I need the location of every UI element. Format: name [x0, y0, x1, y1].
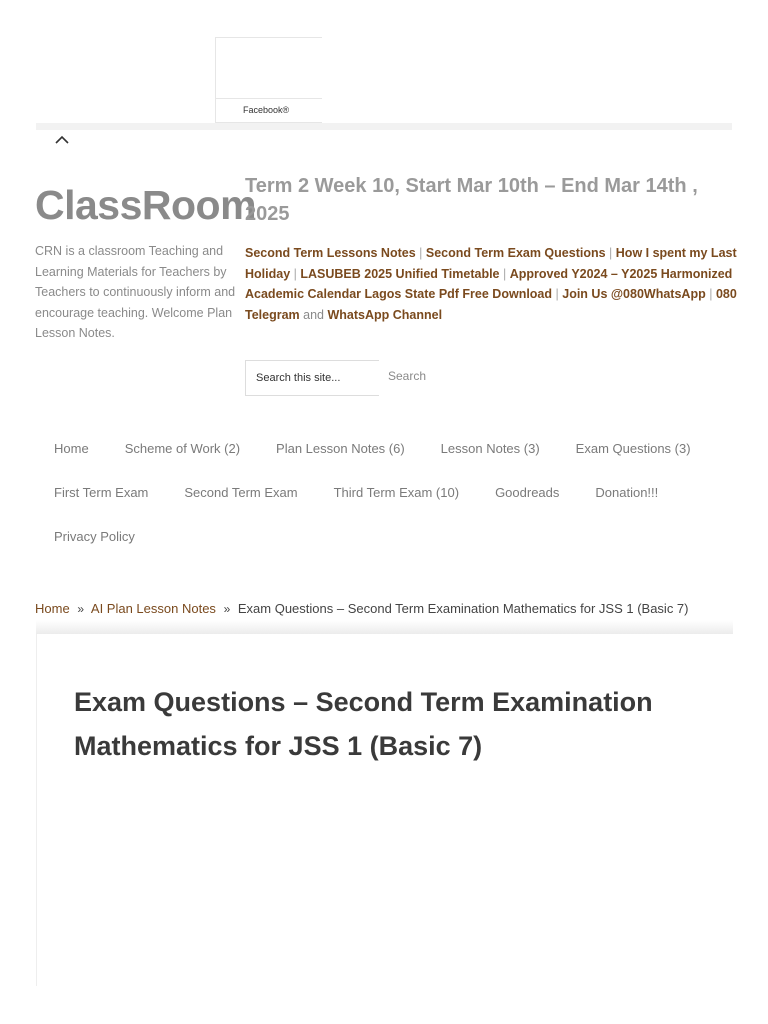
announcement-links: [245, 243, 740, 325]
facebook-widget-divider: [216, 98, 322, 99]
link-separator: |: [419, 246, 423, 260]
content-shadow: [36, 620, 733, 634]
link-whatsapp-channel[interactable]: WhatsApp Channel: [327, 307, 443, 322]
link-separator: |: [709, 287, 713, 301]
nav-item-privacy-policy[interactable]: Privacy Policy: [54, 528, 135, 544]
main-navigation: [36, 426, 736, 558]
link-separator: |: [555, 287, 559, 301]
nav-row: [36, 514, 736, 558]
breadcrumb-chevron-icon: »: [223, 602, 231, 616]
header-top-rule: [36, 123, 732, 130]
link-separator: |: [609, 246, 613, 260]
breadcrumb-current: Exam Questions – Second Term Examination Mathematics for JSS 1 (Basic 7): [237, 601, 689, 616]
chevron-up-icon: [55, 135, 69, 144]
collapse-toggle-button[interactable]: [53, 131, 71, 147]
nav-row: [36, 470, 736, 514]
link-separator: |: [293, 266, 297, 281]
nav-item-home[interactable]: Home: [54, 440, 89, 456]
link-join-whatsapp[interactable]: Join Us @080WhatsApp: [562, 287, 706, 301]
site-title[interactable]: ClassRoom: [35, 182, 257, 228]
link-second-term-exam-questions[interactable]: Second Term Exam Questions: [425, 246, 606, 260]
link-academic-calendar[interactable]: Approved Y2024 – Y2025 Harmonized Academic Calendar Lagos State Pdf Free Download: [245, 266, 733, 301]
site-description: CRN is a classroom Teaching and Learning Materials for Teachers by Teachers to continuously inform and encourage teaching. Welcome Plan Lesson Notes.: [35, 244, 236, 340]
link-separator: |: [503, 266, 507, 281]
link-lasubeb-timetable[interactable]: LASUBEB 2025 Unified Timetable: [300, 266, 500, 281]
search-button[interactable]: Search: [388, 369, 427, 383]
nav-item-exam-questions[interactable]: Exam Questions (3): [575, 440, 691, 456]
search-input[interactable]: [245, 360, 379, 396]
nav-item-scheme-of-work[interactable]: Scheme of Work (2): [124, 440, 241, 456]
article-container: [36, 634, 734, 986]
nav-item-lesson-notes[interactable]: Lesson Notes (3): [440, 440, 540, 456]
nav-item-donation[interactable]: Donation!!!: [595, 484, 659, 500]
facebook-label: Facebook®: [243, 105, 290, 115]
link-how-i-spent-holiday[interactable]: How I spent my Last Holiday: [245, 246, 737, 281]
nav-item-plan-lesson-notes[interactable]: Plan Lesson Notes (6): [276, 440, 405, 456]
breadcrumb-chevron-icon: »: [77, 602, 84, 616]
and-text: and: [303, 307, 324, 322]
breadcrumb-home[interactable]: Home: [35, 601, 70, 616]
facebook-widget[interactable]: [215, 37, 322, 123]
article-title: Exam Questions – Second Term Examination Mathematics for JSS 1 (Basic 7): [74, 687, 653, 762]
breadcrumb-category[interactable]: AI Plan Lesson Notes: [90, 601, 216, 616]
nav-row: [36, 426, 736, 470]
announcement-headline: Term 2 Week 10, Start Mar 10th – End Mar 14th , 2025: [245, 175, 698, 225]
breadcrumb: [35, 601, 689, 616]
nav-item-third-term-exam[interactable]: Third Term Exam (10): [333, 484, 460, 500]
link-second-term-lesson-notes[interactable]: Second Term Lessons Notes: [245, 246, 416, 260]
nav-item-first-term-exam[interactable]: First Term Exam: [54, 484, 149, 500]
link-telegram[interactable]: 080 Telegram: [245, 287, 737, 322]
nav-item-second-term-exam[interactable]: Second Term Exam: [184, 484, 298, 500]
nav-item-goodreads[interactable]: Goodreads: [495, 484, 560, 500]
